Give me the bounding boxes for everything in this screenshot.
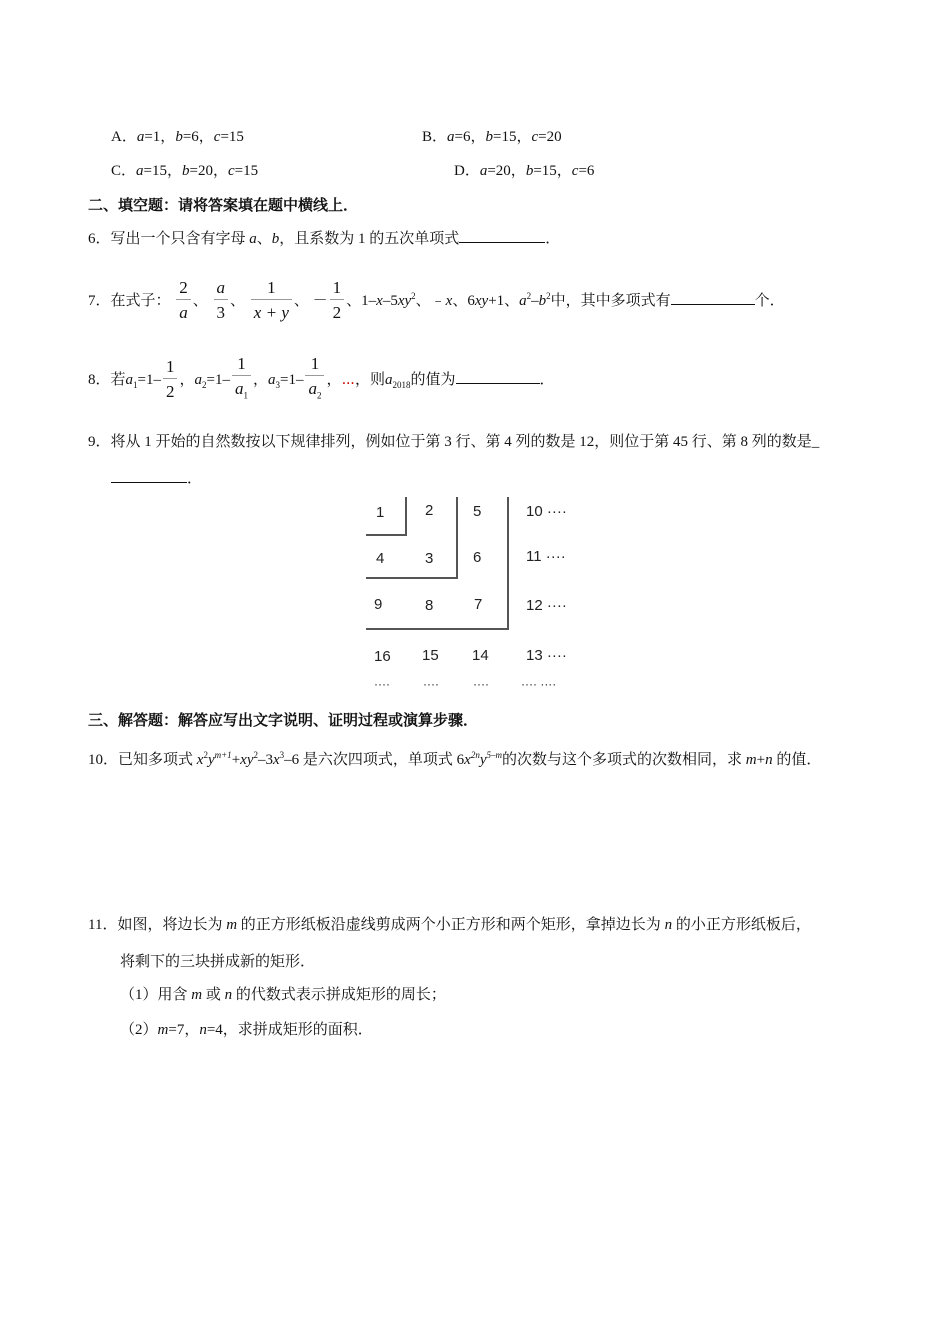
fraction-1-over-a1: $\frac{1}{a_1}$ <box>232 353 251 408</box>
grid-cell: 14 <box>472 647 489 664</box>
grid-cell: 3 <box>425 550 434 567</box>
question-7: 7．在式子： $\frac{2}{a}$ 、 $\frac{a}{3}$ 、 $\frac{1}{x + y}$ 、 － $\frac{1}{2}$ 、$1-x-5xy^2$、﹣x、6xy+1、$a^2-b^2$中，其中多项式有 个． <box>88 270 785 327</box>
grid-line <box>456 497 458 579</box>
question-9-blank-line: ． <box>111 468 202 489</box>
fraction-1-over-2: $\frac{1}{2}$ <box>163 356 178 405</box>
grid-cell: 6 <box>473 549 482 566</box>
grid-line <box>405 497 407 536</box>
question-11-part1: （1）用含 m 或 n 的代数式表示拼成矩形的周长； <box>120 987 446 1003</box>
option-b: B．a=6，b=15，c=20 <box>422 129 562 145</box>
answer-blank[interactable] <box>671 290 755 305</box>
grid-cell: 11 ···· <box>526 548 566 565</box>
grid-cell: 10 ···· <box>526 503 567 520</box>
section2-title: 二、填空题：请将答案填在题中横线上． <box>88 198 359 214</box>
grid-cell: ···· ···· <box>521 677 557 691</box>
grid-cell: 12 ···· <box>526 597 567 614</box>
grid-cell: 13 ···· <box>526 647 567 664</box>
section3-title: 三、解答题：解答应写出文字说明、证明过程或演算步骤． <box>88 713 479 729</box>
grid-cell: 15 <box>422 647 439 664</box>
fraction-1-over-x-plus-y: $\frac{1}{x + y}$ <box>251 277 292 326</box>
question-11-part2: （2）m=7，n=4，求拼成矩形的面积． <box>120 1022 373 1038</box>
question-9: 9．将从 1 开始的自然数按以下规律排列，例如位于第 3 行、第 4 列的数是 12，则位于第 45 行、第 8 列的数是_ <box>88 434 820 450</box>
fraction-1-over-2: $\frac{1}{2}$ <box>330 277 345 326</box>
grid-line <box>366 534 407 536</box>
question-11-line2: 将剩下的三块拼成新的矩形． <box>120 954 316 970</box>
question-8: 8．若$a_1=1-$ $\frac{1}{2}$ ，$a_2=1-$ $\frac{1}{a_1}$ ，$a_3=1-$ $\frac{1}{a_2}$ ，⋯，则$a_{2018}$的值为 ． <box>88 353 555 411</box>
grid-cell: 9 <box>374 596 383 613</box>
answer-blank[interactable] <box>459 228 545 243</box>
grid-cell: ···· <box>374 677 390 691</box>
grid-cell: ···· <box>423 677 439 691</box>
answer-blank[interactable] <box>111 468 187 483</box>
question-11: 11．如图，将边长为 m 的正方形纸板沿虚线剪成两个小正方形和两个矩形，拿掉边长为 n 的小正方形纸板后， <box>88 917 811 933</box>
fraction-a-over-3: $\frac{a}{3}$ <box>214 277 229 326</box>
grid-cell: 5 <box>473 503 482 520</box>
grid-cell: 4 <box>376 550 385 567</box>
grid-line <box>507 497 509 630</box>
grid-cell: 1 <box>376 504 385 521</box>
option-c: C．a=15，b=20，c=15 <box>111 163 259 179</box>
grid-line <box>366 577 458 579</box>
grid-cell: 8 <box>425 597 434 614</box>
number-grid-figure <box>366 497 582 697</box>
question-10: 10．已知多项式 $x^2y^{m+1}+xy^2-3x^3-6$ 是六次四项式，单项式 $6x^{2n}y^{5-m}$的次数与这个多项式的次数相同，求 m+n 的值． <box>88 750 822 768</box>
grid-cell: 16 <box>374 648 391 665</box>
question-6: 6．写出一个只含有字母 a、b，且系数为 1 的五次单项式 ． <box>88 228 560 249</box>
fraction-1-over-a2: $\frac{1}{a_2}$ <box>305 353 324 408</box>
grid-cell: ···· <box>473 677 489 691</box>
answer-blank[interactable] <box>456 369 540 384</box>
grid-cell: 7 <box>474 596 483 613</box>
option-d: D．a=20，b=15，c=6 <box>454 163 595 179</box>
grid-line <box>366 628 509 630</box>
fraction-2-over-a: $\frac{2}{a}$ <box>176 277 191 326</box>
option-a: A．a=1，b=6，c=15 <box>111 129 244 145</box>
grid-cell: 2 <box>425 502 434 519</box>
